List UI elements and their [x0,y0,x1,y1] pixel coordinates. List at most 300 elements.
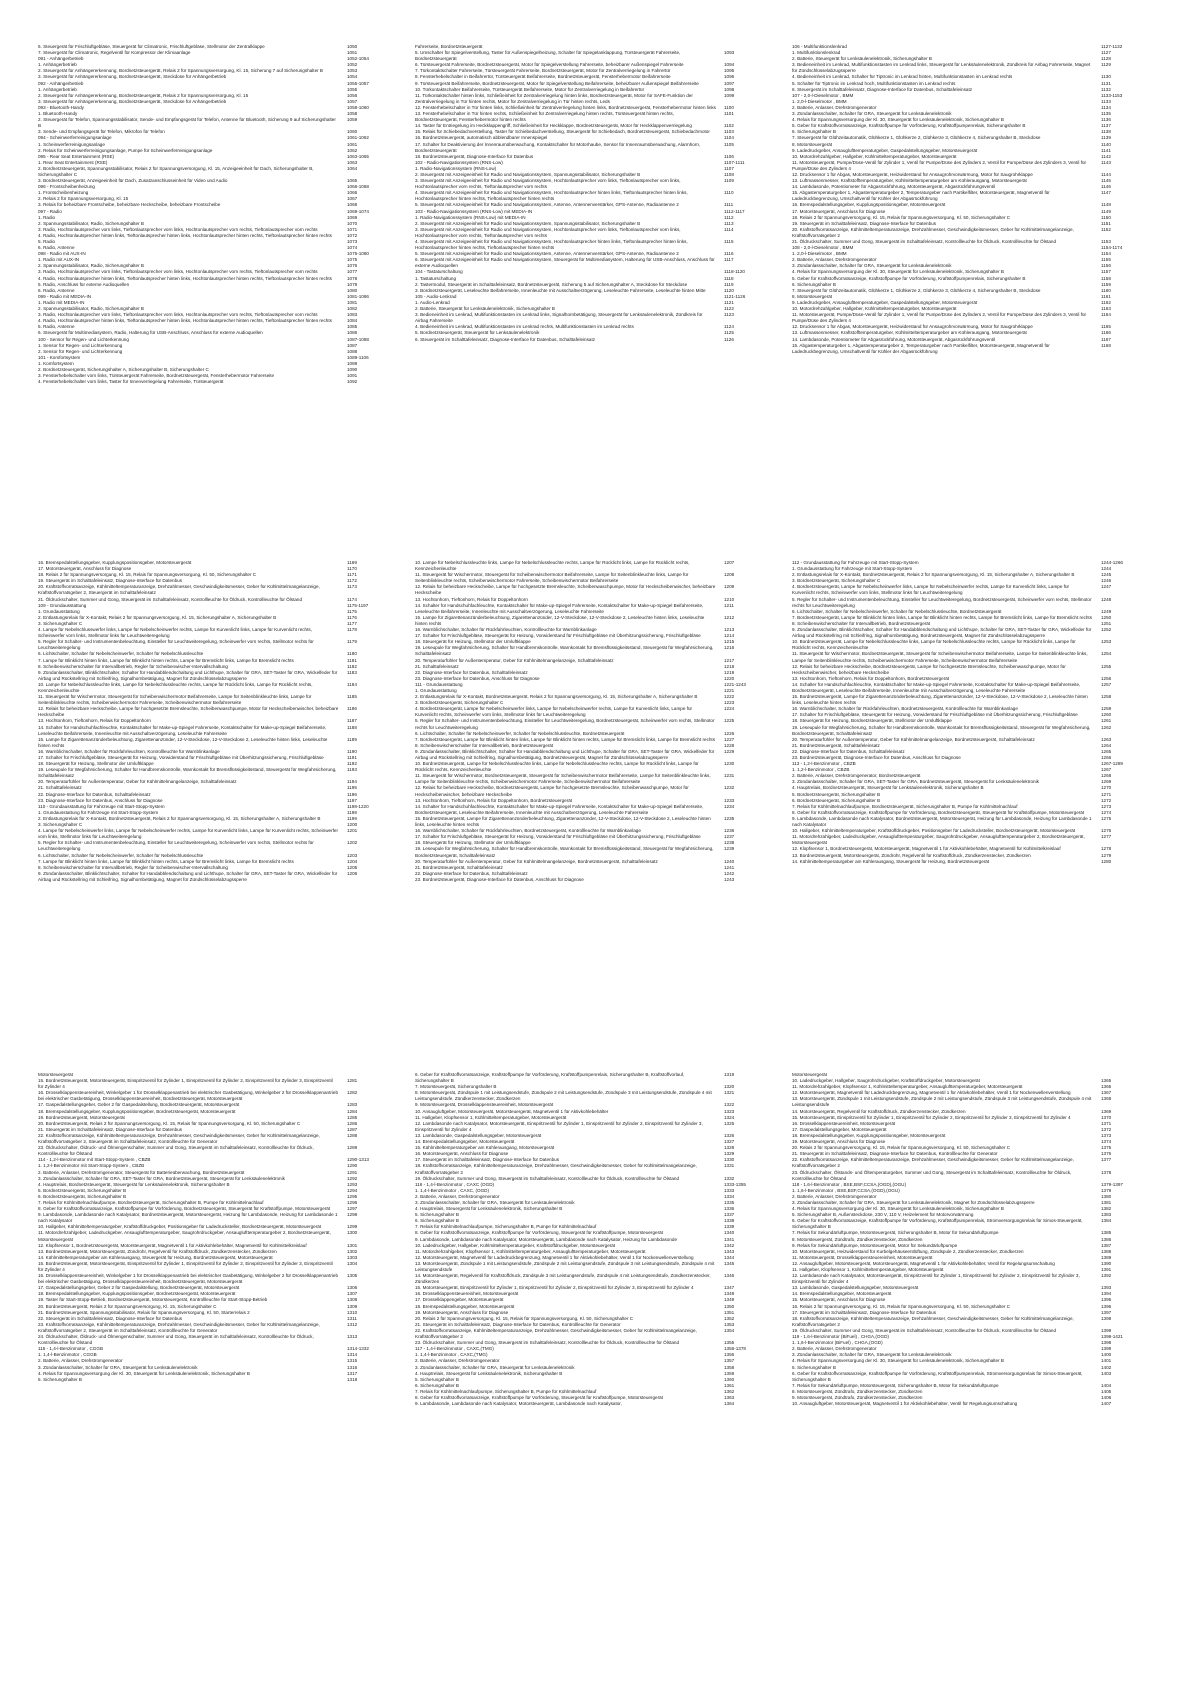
entry-title: 105 - Audio-Lenkrad [415,293,457,299]
entry-page-number: 1399 [1101,1327,1112,1333]
index-entry [792,627,1145,639]
index-entry [38,828,391,840]
entry-title: 11. Hallgeber, Klopfsensor 1, Kühlmitteltemperaturgeber, Motorsteuergerät [415,1114,567,1120]
entry-title: 6. Lichtschalter, Schalter für Nebelscheinwerfer, Schalter für Nebelschlussleuchte [38,651,204,657]
index-entry [792,62,1145,74]
entry-page-number: 1358 [724,1364,735,1370]
entry-page-number: 1192 [347,761,357,767]
entry-title: 6. Radio, Antenne [38,287,75,293]
entry-title: 7. Bordnetzsteuergerät, Lampe für Blinklicht hinten links, Lampe für Blinklicht hinten rechts, Lampe für Bremslicht links, Lampe für Bremslicht rechts [792,614,1093,620]
index-entry [792,694,1145,706]
index-column [415,560,768,883]
entry-title: 12. Relais für beheizbare Heckscheibe, Bordnetzsteuergerät, Lampe für hochgesetzte Bremsleuchte, Scheibenwaschpumpe, Motor für Heckscheibenwischer, beheizbare Heckscheibe [792,663,1066,675]
index-entry [415,804,768,816]
entry-page-number: 1287 [347,1126,358,1132]
entry-page-number: 1165 [1101,324,1111,330]
entry-page-number: 1061-1062 [347,135,369,141]
entry-page-number: 1066 [347,190,358,196]
entry-page-number: 1401 [1101,1358,1112,1364]
entry-page-number: 1398 [1101,1340,1112,1346]
index-entry [792,343,1145,355]
entry-title: 1. 1,4-l-Benzinmotor , CAXC, (OGD) [415,1187,490,1193]
entry-page-number: 1091 [347,373,358,379]
entry-page-number: 1131 [1101,80,1111,86]
entry-page-number: 1087 [347,342,358,348]
entry-page-number: 1254 [1101,651,1112,657]
entry-page-number: 1052 [347,62,358,68]
entry-page-number: 1183 [347,669,357,675]
entry-title: 2. Spannungsstabilisator, Radio, Sicherungshalter B [38,306,144,312]
entry-title: 1. Anhängerbetrieb [38,62,77,68]
entry-page-number: 1211 [724,602,734,608]
entry-title: 1. Tastaturschaltung [415,275,457,281]
entry-title: 13. Hochtonhorn, Tieftonhorn, Relais für Doppeltonhorn [38,718,151,724]
entry-page-number: 1368 [1101,1096,1112,1102]
entry-page-number: 1252 [1101,627,1112,633]
entry-page-number: 1101 [724,111,734,117]
entry-title: 3. Sicherungshalter C [38,620,83,626]
entry-page-number: 1322 [724,1102,735,1108]
entry-title: 23. Öldruckschalter, Summer und Gong, Steuergerät im Schalttafeleinsatz, Kontrollleuchte für Öldruck, Kontrollleuchte für Ölstand [415,1340,680,1346]
entry-page-number: 1064 [347,165,358,171]
entry-page-number: 1097 [724,80,735,86]
entry-title: 3. Steuergerät mit Anzeigeeinheit für Radio und Navigationssystem, Hochtonlautsprecher vorn links, Tieftonlautsprecher vorn links, Hochtonlautsprecher vorn rechts, Tieftonlautsprecher vorn rechts [415,178,681,190]
entry-title: 18. Relais 2 für Spannungsversorgung, Kl. 15, Relais für Spannungsversorgung, Kl. 50, Sicherungshalter C [792,214,1011,220]
entry-title: 13. Luftmassenmesser, Kraftstofftemperaturgeber, Kühlmitteltemperaturgeber am Kühlerausgang, Motorsteuergerät [792,178,1027,184]
entry-title: 098 - Radio mit AUX-IN [38,251,86,257]
entry-title: 2. Batterie, Anlasser, Drehstromgenerator, Bordnetzsteuergerät [792,773,921,779]
entry-page-number: 1216 [724,645,735,651]
entry-title: 23. Diagnose-Interface für Datenbus, Anschluss für Diagnose [38,797,163,803]
entry-title: 7. Lampe für Blinklicht hinten links, Lampe für Blinklicht hinten rechts, Lampe für Bremslicht links, Lampe für Bremslicht rechts [38,858,294,864]
entry-title: 3. Radio, Hochtonlautsprecher vorn links, Tieftonlautsprecher vorn links, Hochtonlautsprecher vorn rechts, Tieftonlautsprecher vorn rechts [38,226,318,232]
entry-page-number: 1265 [1101,748,1112,754]
entry-title: 093 - Bluetooth-Handy [38,104,84,110]
entry-title: 14. Lambdasonde, Potentiometer für Abgasrückführung, Motorsteuergerät, Abgasrückführungsventil [792,184,996,190]
entry-title: 9. Zündanlassschalter, Blinklichtschalter, Schalter für Handabblendschaltung und Lichthupe, Schalter für GRA, SET-Taster für GRA, Wickelfeder für Airbag und Rückstellring mit Schleifring, Signalhornbetätigung, Magnet für Zündschlüsselabzugssperre [38,870,338,882]
entry-title: 2. Spannungsstabilisator, Radio, Sicherungshalter B [38,220,144,226]
entry-page-number: 1364 [724,1401,735,1407]
index-entry [415,1261,768,1273]
entry-title: 108 - 2,0-l-Dieselmotor , BMM [792,245,854,251]
entry-title: 4. Relais für Spannungsversorgung der Kl. 30, Steuergerät für Lenksäulenelektronik, Sicherungshalter B [792,269,1004,275]
entry-title: 1. Radio-Navigationssystem (RNS-Low) mit MEDIA-IN [415,214,526,220]
entry-title: 7. Steuergerät für Glühzeitautomatik, Glühkerze 1, Glühkerze 2, Glühkerze 3, Glühkerze 4, Sicherungshalter B, Steckdose [792,135,1041,141]
entry-page-number: 1122 [724,306,734,312]
entry-title: 17. Schalter für Frischluftgebläse, Steuergerät für Heizung, Vorwiderstand für Frischluftgebläse mit Überhitzungssicherung, Frischluftgebläse [415,633,701,639]
entry-title: 10. Motorsteuergerät, Heizwiderstand für Kurbelgehäuseentlüftung, Zündspule 2, Zündkerzenstecker, Zündkerzen [792,1248,1024,1254]
entry-title: 15. Bordnetzsteuergerät, Motorsteuergerät, Einspritzventil für Zylinder 1, Einspritzventil für Zylinder 2, Einspritzventil für Zylinder 3, Einspritzventil für Zylinder 4 [38,1078,333,1090]
entry-title: 2. Steuergerät mit Anzeigeeinheit für Radio und Navigationssystem, Spannungsstabilisator, Sicherungshalter B [415,171,641,177]
entry-page-number: 1069 [347,214,358,220]
entry-title: 4. Relais für Spannungsversorgung der Kl. 30, Steuergerät für Lenksäulenelektronik, Sicherungshalter B [792,1358,1004,1364]
entry-title: 9. Zündanlassschalter, Blinklichtschalter, Schalter für Handabblendschaltung und Lichthupe, Schalter für GRA, SET-Taster für GRA, Wickelfeder für Airbag und Rückstellring mit Schleifring, Signalhornbetätigung, Bordnetzsteuergerät, Magnet für Zündschlüsselabzugssperre [792,627,1092,639]
entry-page-number: 1162 [1101,299,1111,305]
entry-title: 3. Steuergerät für Anhängererkennung, Bordnetzsteuergerät, Steckdose für Anhängerbetrieb [38,74,227,80]
entry-title: 1. 2,0-l-Dieselmotor , BMM [792,251,847,257]
index-entry [792,639,1145,651]
index-column [792,1072,1145,1407]
entry-page-number: 1381 [1101,1199,1112,1205]
entry-title: 6. Lichtschalter, Schalter für Nebelscheinwerfer, Schalter für Nebelschlussleuchte [38,852,204,858]
entry-page-number: 1209 [724,584,735,590]
entry-title: 6. Steuergerät im Schalttafeleinsatz, Diagnose-Interface für Datenbus, Schalttafeleinsatz [792,86,973,92]
entry-page-number: 1324 [724,1114,735,1120]
entry-title: 1. 1,4-l-Benzinmotor , CAXC,(TMG) [415,1352,488,1358]
entry-page-number: 1360 [724,1376,735,1382]
entry-title: 5. Sicherungshalter B [415,1212,459,1218]
entry-page-number: 1266 [1101,755,1112,760]
entry-title: 1. Komfortsystem [38,360,74,366]
entry-page-number: 1309 [347,1303,358,1309]
index-column [38,44,391,385]
index-column [415,44,768,385]
entry-title: 21. Öldruckschalter, Summer und Gong, Steuergerät im Schalttafeleinsatz, Kontrollleuchte für Öldruck, Kontrollleuchte für Ölstand [792,239,1057,244]
entry-title: 10. Hallgeber, Kühlmitteltemperaturgeber, Kraftstoffdruckgeber, Positionsgeber für Ladedrucksteller, Bordnetzsteuergerät, Motorsteuergerät [38,1224,322,1230]
entry-page-number: 1112-1117 [724,208,745,214]
entry-title: 3. Bedieneinheit im Lenkrad, Multifunktionstasten im Lenkrad links, Steuergerät für Lenksäulenelektronik, Zündkreis für Airbag Fahrerseite, Magnet für Zündschlüsselabzugssperre [792,62,1091,74]
entry-title: 14. Bremspedalstellungsgeber, Motorsteuergerät [792,1291,892,1297]
entry-page-number: 1313 [347,1334,358,1340]
entry-page-number: 1344 [724,1254,735,1260]
entry-title: 1. Grundausstattung [38,608,80,614]
entry-page-number: 1184 [347,681,357,687]
entry-page-number: 1284 [347,1108,358,1114]
entry-title: 6. Sicherungshalter B [415,1218,459,1224]
entry-page-number: 1078 [347,275,358,281]
entry-title: 8. Scheibenwischerschalter für Intervallbetrieb, Regler für Scheibenwischer-Intervallschaltung [38,663,228,669]
index-entry [415,603,768,615]
entry-page-number: 1163 [1101,306,1111,312]
entry-page-number: 1086 [347,330,358,336]
index-entry [792,312,1145,324]
entry-page-number: 1357 [724,1358,735,1364]
entry-page-number: 1348 [724,1291,735,1297]
entry-page-number: 1226 [724,730,735,736]
entry-page-number: 1201 [347,828,358,834]
entry-title: 3. Sende- und Empfangsgerät für Telefon, Mikrofon für Telefon [38,129,165,135]
entry-page-number: 1232 [724,785,735,791]
entry-title: 1. Radio mit MEDIA-IN [38,299,85,305]
index-entry [38,1261,391,1273]
entry-title: 16. Drosselklappensteuereinheit, Winkelgeber 1 für Drosselklappenantrieb bei elektrischer Gasbetätigung, Winkelgeber 2 für Drosselklappenantrieb bei elektrischer Gasbetätigung, Drosselklappensteuereinheit, Bordnetzsteuergerät, Motorsteuergerät [38,1090,339,1102]
entry-title: 3. Zündanlassschalter, Schalter für GRA, Steuergerät für Lenksäulenelektronik [415,1364,575,1370]
entry-title: 8. Motorsteuergerät [792,293,833,299]
entry-title: 18. Bremspedalstellungsgeber, Kupplungspositionsgeber, Bordnetzsteuergerät, Motorsteuergerät [38,1291,236,1297]
entry-page-number: 1380 [1101,1193,1112,1199]
entry-title: 11. Motordrehzahlgeber, Klopfsensor 1, Kühlmitteltemperaturgeber, Ansauglufttemperaturgeber, Motorsteuergerät [792,1084,1023,1090]
entry-page-number: 1095 [724,68,735,74]
entry-title: 1. 1,4-l-Benzinmotor , CGGB [38,1352,97,1358]
entry-title: 9. Zündanlassschalter, Blinklichtschalter, Schalter für Handabblendschaltung und Lichthupe, Schalter für GRA, SET-Taster für GRA, Wickelfeder für Airbag und Rückstellring mit Schleifring, Signalhornbetätigung, Bordnetzsteuergerät, Magnet für Zündschlüsselabzugssperre [415,748,715,760]
entry-page-number: 1088 [347,348,358,354]
entry-page-number: 1388 [1101,1248,1112,1254]
entry-title: 8. Scheibenwischerschalter für Intervallbetrieb, Regler für Scheibenwischer-Intervallschaltung [38,864,228,870]
entry-page-number: 1296 [347,1199,358,1205]
entry-page-number: 1188 [347,724,357,730]
entry-page-number: 1396 [1101,1303,1112,1309]
entry-title: 5. Umschalter für Spiegelverstellung, Taster für Außenspiegelheizung, Schalter für Spiegelanklappung, Türsteuergerät Fahrerseite, Bordnetzsteuergerät [415,50,681,62]
entry-page-number: 1115 [724,239,734,244]
entry-page-number: 1076 [347,263,358,269]
entry-page-number: 1224 [724,706,735,712]
entry-page-number: 1240 [724,858,735,864]
entry-page-number: 1225 [724,718,735,724]
entry-page-number: 1092 [347,379,358,385]
entry-title: 15. Motorsteuergerät, Einspritzventil für Zylinder 1, Einspritzventil für Zylinder 2, Einspritzventil für Zylinder 3, Einspritzventil für Zylinder 4 [792,1114,1071,1120]
entry-title: 2. Bordnetzsteuergerät, Sicherungshalter A, Sicherungshalter B, Sicherungshalter C [38,366,209,372]
entry-title: 21. Bordnetzsteuergerät, Schalttafeleinsatz [415,864,503,870]
entry-title: 6. Sicherungshalter B [792,129,836,135]
entry-page-number: 1253 [1101,639,1112,645]
entry-title: 11. Türkontaktschalter hinten links, Schließeinheit für Zentralverriegelung hinten links, Bordnetzsteuergerät, Motor für SAFE-Funktion der Zentralverriegelung in Tür hinten rechts, Motor für Zentralverriegelung in Tür hinten rechts, Leds [415,92,693,104]
entry-page-number: 1314 [347,1352,358,1358]
entry-page-number: 1326 [724,1132,735,1138]
entry-title: 112 - Grundausstattung für Fahrzeuge mit Start-Stopp-System [792,560,919,565]
entry-title: 20. Temperaturfühler für Außentemperatur, Geber für Kühlmittelmangelanzeige, Schalttafeleinsatz [38,779,237,785]
entry-title: 13. Motorsteuergerät, Zündspule 1 mit Leistungsendstufe, Zündspule 2 mit Leistungsendstufe, Zündspule 3 mit Leistungsendstufe, Zündspule 4 mit Leistungsendstufe [792,1096,1092,1108]
entry-title: 10. Hallgeber, Kühlmitteltemperaturgeber, Kraftstoffdruckgeber, Positionsgeber für Ladedrucksteller, Bordnetzsteuergerät, Motorsteuergerät [792,828,1076,834]
entry-page-number: 1362 [724,1388,735,1394]
entry-page-number: 1215 [724,639,735,645]
entry-title: 20. Temperaturfühler für Außentemperatur, Geber für Kühlmittelmangelanzeige, Bordnetzsteuergerät, Schalttafeleinsatz [792,736,1035,742]
entry-title: 17. Schalter für Frischluftgebläse, Steuergerät für Heizung, Vorwiderstand für Frischluftgebläse mit Überhitzungssicherung, Frischluftgebläse [415,834,701,840]
entry-title: 2. Sensor für Regen- und Lichterkennung [38,348,123,354]
entry-title: 10. Türkontaktschalter Beifahrerseite, Türsteuergerät Beifahrerseite, Motor für Zentralverriegelung in Beifahrertür [415,86,645,92]
entry-page-number: 1404 [1101,1382,1112,1388]
entry-title: 7. Relais für Sekundärluftpumpe, Motorsteuergerät, Sicherungshalter B, Motor für Sekundärluftpumpe [792,1230,999,1236]
entry-page-number: 1112 [724,214,734,220]
entry-page-number: 1051 [347,50,358,56]
entry-title: 2. Batterie, Steuergerät für Lenksäulenelektronik, Sicherungshalter B [792,56,932,62]
entry-page-number: 1107 [724,165,734,171]
entry-title: 16. Warnblichschalter, Schalter für Rückfahrleuchten, Bordnetzsteuergerät, Kontrollleuchte für Warnblinkanlage [792,706,1018,712]
entry-page-number: 1161 [1101,293,1111,299]
entry-page-number: 1221 [724,687,735,693]
entry-title: 4. Hauptrelais, Steuergerät für Lenksäulenelektronik, Sicherungshalter B [415,1370,563,1376]
entry-title: 3. Relais für beheizbare Frontscheibe, beheizbare Heckscheibe, beheizbare Frontscheibe [38,202,221,208]
entry-page-number: 1395 [1101,1297,1112,1303]
entry-page-number: 1118-1120 [724,269,745,275]
entry-title: 21. Steuergerät im Schalttafeleinsatz, Diagnose-Interface für Datenbus, Kontrollleuchte für Generator [792,1151,998,1157]
index-entry [38,1377,391,1383]
entry-title: 3. Bordnetzsteuergerät, Sicherungshalter C [415,700,504,706]
entry-page-number: 1144 [1101,171,1111,177]
entry-title: 19. Taster für Start-Stopp-Betrieb, Bordnetzsteuergerät, Motorsteuergerät, Kontrollleuchte für Start-Stopp-Betrieb [38,1297,268,1303]
entry-page-number: 1155 [1101,257,1111,263]
entry-page-number: 1321 [724,1090,735,1096]
entry-title: 13. Bordnetzsteuergerät, Motorsteuergerät, Zündrohr, Regelventil für Kraftstoffdruck, Zündkerzenstecker, Zündkerzen [38,1248,277,1254]
entry-title: 3. Zündanlassschalter, Schalter für GRA, Steuergerät für Lenksäulenelektronik [792,263,952,269]
entry-page-number: 1125 [724,330,734,336]
entry-page-number: 1208 [724,572,735,578]
entry-page-number: 1251 [1101,620,1112,626]
entry-page-number: 1407 [1101,1401,1112,1407]
entry-title: 22. Diagnose-Interface für Datenbus, Schalttafeleinsatz [415,870,528,876]
entry-page-number: 1153 [1101,239,1111,244]
entry-title: 1. Radio [38,214,56,220]
entry-page-number: 1369 [1101,1108,1112,1114]
index-entry [38,694,391,706]
entry-title: 4. Radio, Hochtonlautsprecher hinten links, Tieftonlautsprecher hinten links, Hochtonlautsprecher hinten rechts, Tieftonlautsprecher hinten rechts [38,232,332,238]
entry-title: 16. Motorsteuergerät, Anschluss für Diagnose [415,1151,509,1157]
entry-page-number: 1279 [1101,852,1112,858]
entry-title: 1. Audio-Lenkrad [415,299,450,305]
entry-title: 13. Fensterhebelschalter in Tür hinten rechts, Schließeinheit für Zentralverriegelung hinten rechts, Türsteuergerät hinten rechts, Bordnetzsteuergerät, Fensterhebermotor hinten rechts [415,111,675,123]
index-entry [38,379,391,385]
index-entry [415,572,768,584]
entry-title: 4. Fensterhebelschalter vorn links, Taster für Innenverriegelung Fahrerseite, Türsteuergerät [38,379,224,385]
entry-page-number: 1227 [724,736,735,742]
entry-title: 14. Motorsteuergerät, Regelventil für Kraftstoffdruck, Zündkerzenstecker, Zündkerzen [792,1108,966,1114]
entry-page-number: 1130 [1101,74,1111,80]
entry-page-number: 1242 [724,870,735,876]
entry-page-number: 1384 [1101,1218,1112,1224]
entry-page-number: 1363 [724,1394,735,1400]
entry-page-number: 1351 [724,1309,735,1315]
entry-page-number: 1356 [724,1352,735,1358]
entry-page-number: 1138 [1101,129,1111,135]
index-entry [38,627,391,639]
entry-page-number: 1393 [1101,1285,1112,1291]
entry-page-number: 1210 [724,596,735,602]
entry-page-number: 1149 [1101,208,1111,214]
index-entry [415,560,768,572]
entry-title: 106 - Multifunktionslenkrad [792,44,847,49]
entry-title: 10. Lampe für Nebelschlussleuchte links, Lampe für Nebelschlussleuchte rechts, Lampe für Rücklicht links, Lampe für Rücklicht rechts, Kennzeichenleuchte [38,681,313,693]
entry-title: 12. Motorsteuergerät, Magnetventil für Ladedruckbegrenzung, Magnetventil 1 für Aktivkohlebehälter, Ventil 1 für Nockenwellenverstellung [415,1254,694,1260]
entry-page-number: 1079 [347,281,358,287]
entry-title: 1. Frontscheibenheizung [38,190,89,196]
entry-page-number: 1087-1088 [347,336,369,342]
entry-page-number: 1327 [724,1139,735,1145]
entry-title: 15. Motorsteuergerät, Einspritzventil für Zylinder 1, Einspritzventil für Zylinder 2, Einspritzventil für Zylinder 3, Einspritzventil für Zylinder 4 [415,1285,694,1291]
entry-page-number: 1124 [724,324,734,330]
entry-page-number: 1147 [1101,190,1111,196]
index-entry [38,725,391,737]
entry-page-number: 1069-1074 [347,208,369,214]
entry-title: 097 - Radio [38,208,62,214]
entry-title: 113 - 1,2-l-Benzinmotor , CBZB [792,761,856,767]
entry-page-number: 1166 [1101,330,1111,336]
entry-page-number: 1140 [1101,141,1111,147]
entry-title: 2. Entlastungsrelais für X-Kontakt, Bordnetzsteuergerät, Relais 2 für Spannungsversorgung, Kl. 15, Sicherungshalter A, Sicherungshalter B [38,815,321,821]
entry-page-number: 1190 [347,748,357,754]
index-column [792,560,1145,883]
entry-title: 16. Warnblichschalter, Schalter für Rückfahrleuchten, Kontrollleuchte für Warnblinkanlage [38,748,220,754]
entry-page-number: 1286 [347,1120,358,1126]
entry-page-number: 1058 [347,111,358,117]
entry-title: 5. Regler für Schalter- und Instrumentenbeleuchtung, Einsteller für Leuchtweiteregelung, Bordnetzsteuergerät, Scheinwerfer vorn rechts, Stellmotor rechts für Leuchtweiteregelung [415,718,715,730]
index-entry [415,50,768,62]
entry-title: 6. Geber für Kraftstoffvorratsanzeige, Kraftstoffpumpe für Vorförderung, Kraftstoffpumpenrelais, Stromversorgungsrelais für Simos-Steuergerät, Sicherungshalter B [792,1370,1083,1382]
entry-title: 3. Bordnetzsteuergerät, Leseleuchte Beifahrerseite, Innenleuchte mit Ausschaltverzögerung, Leseleuchte Fahrerseite, Leseleuchte hinten Mitte [415,287,706,293]
entry-title: 13. Motorsteuergerät, Zündspule 1 mit Leistungsendstufe, Zündspule 2 mit Leistungsendstufe, Zündspule 3 mit Leistungsendstufe, Zündspule 4 mit Leistungsendstufe [415,1260,715,1272]
index-entry [792,190,1145,202]
entry-title: 18. Bremspedalstellungsgeber, Kupplungspositionsgeber, Bordnetzsteuergerät, Motorsteuergerät [38,1108,236,1114]
entry-page-number: 1298 [347,1212,358,1218]
entry-page-number: 1302 [347,1248,358,1254]
entry-title: 21. Schalttafeleinsatz [38,785,82,791]
entry-page-number: 1239 [724,846,735,852]
entry-title: 8. Geber für Kraftstoffvorratsanzeige, Kraftstoffpumpe für Vorförderung, Bordnetzsteuergerät, Steuergerät für Kraftstoffpumpe, Motorsteuergerät [38,1206,331,1212]
entry-page-number: 1080 [347,287,358,293]
entry-page-number: 1110 [724,190,734,196]
entry-page-number: 1169 [347,560,357,565]
entry-page-number: 1398-1421 [1101,1334,1123,1340]
entry-title: 21. Bordnetzsteuergerät, Spannungsstabilisator, Relais für Spannungsversorgung, Kl. 50, Starterrelais 2 [38,1309,250,1315]
index-entry [38,706,391,718]
entry-title: 7. Relais für Kühlmittelnachlaufpumpe, Sicherungshalter B, Pumpe für Kühlmittelnachlauf [415,1224,597,1230]
entry-title: Motorsteuergerät [38,1072,73,1077]
entry-title: 110 - Grundausstattung für Fahrzeuge mit Start-Stopp-System [38,803,165,809]
entry-title: 109 - Grundausstattung [38,602,87,608]
entry-title: 17. Schalter für Frischluftgebläse, Steuergerät für Heizung, Vorwiderstand für Frischluftgebläse mit Überhitzungssicherung, Frischluftgebläse [792,712,1078,718]
entry-page-number: 1066-1068 [347,184,369,190]
entry-title: 2. Batterie, Anlasser, Drehstromgenerator [415,1193,500,1199]
entry-page-number: 1329 [724,1151,735,1157]
entry-title: 20. Bordnetzsteuergerät, Relais 2 für Spannungsversorgung, Kl. 15, Sicherungshalter C [38,1303,217,1309]
index-entry [415,846,768,858]
entry-page-number: 1299 [347,1224,358,1230]
index-entry [38,1273,391,1285]
entry-title: 12. Lambdasonde nach Katalysator, Motorsteuergerät, Einspritzventil für Zylinder 1, Einspritzventil für Zylinder 2, Einspritzventil für Zylinder 3, Einspritzventil für Zylinder 4 [792,1273,1080,1285]
entry-page-number: 1203 [347,852,358,858]
index-entry [415,761,768,773]
entry-title: 2. Batterie, Anlasser, Drehstromgenerator [792,257,877,263]
entry-title: 4. Lampe für Nebelscheinwerfer links, Lampe für Nebelscheinwerfer rechts, Lampe für Kurvenlicht links, Lampe für Kurvenlicht rechts, Scheinwerfer vorn links, Stellmotor links für Leuchtweiteregelung [38,828,339,840]
entry-title: 12. Relais für beheizbare Heckscheibe, Lampe für hochgesetzte Bremsleuchte, Scheibenwaschpumpe, Motor für Heckscheibenwischer, beheizbare Heckscheibe [38,706,339,718]
entry-title: 2. Steuergerät für Anhängererkennung, Bordnetzsteuergerät, Relais 2 für Spannungsversorgung, Kl. 15 [38,92,249,98]
entry-title: 3. Sicherungshalter C [38,822,83,828]
entry-title: 11. Motorsteuergerät, Drosselklappensteuereinheit, Motorsteuergerät [792,1254,933,1260]
entry-page-number: 1154-1174 [1101,245,1123,251]
index-entry [415,816,768,828]
entry-page-number: 1151 [1101,220,1111,226]
entry-title: 9. Relais für Sekundärluftpumpe, Motorsteuergerät, Motor für Sekundärluftpumpe [792,1242,958,1248]
entry-page-number: 1259 [1101,706,1112,712]
entry-page-number: 1189 [347,736,357,742]
entry-title: 8. Scheibenwischerschalter für Intervallbetrieb, Bordnetzsteuergerät [415,742,554,748]
index-column [415,1072,768,1407]
entry-title: 23. Kraftstoffvorratsanzeige, Kühlmitteltemperaturanzeige, Drehzahlmesser, Geschwindigkeitsmesser, Geber für Kühlmittelmangelanzeige, Kraftstoffvorratsgeber 2, Steuergerät im Schalttafeleinsatz, Kontrollleuchte für Generator [38,1321,320,1333]
entry-title: 18. Kraftstoffvorratsanzeige, Kühlmitteltemperaturanzeige, Drehzahlmesser, Geschwindigkeitsmesser, Geber für Kühlmittelmangelanzeige, Kraftstoffvorratsgeber 2 [792,1315,1074,1327]
entry-title: 8. Geber für Kraftstoffvorratsanzeige, Kraftstoffpumpe für Vorförderung, Steuergerät für Kraftstoffpumpe, Motorsteuergerät [415,1230,663,1236]
entry-title: 4. Radio, Hochtonlautsprecher hinten links, Tieftonlautsprecher hinten links, Hochtonlautsprecher hinten rechts, Tieftonlautsprecher hinten rechts [38,318,332,324]
entry-page-number: 1075 [347,257,358,263]
entry-title: 6. Bordnetzsteuergerät, Sicherungshalter B [38,1193,127,1199]
entry-title: 12. Fensterhebelschalter in Tür hinten links, Schließeinheit für Zentralverriegelung hinten links, Bordnetzsteuergerät, Fensterhebermotor hinten links [415,104,716,110]
entry-title: 15. Abgastemperaturgeber 1, Abgastemperaturgeber 2, Temperaturgeber nach Partikelfilter, Motorsteuergerät, Magnetventil für Ladedruckbegrenzung, Umschaltventil für Kühler der Abgasrückführung [792,190,1050,202]
entry-page-number: 1244 [1101,566,1112,572]
entry-page-number: 1308 [347,1297,358,1303]
entry-page-number: 1195 [347,785,357,791]
entry-page-number: 1234 [724,803,735,809]
entry-title: 15. Lampe für Zigarettenanzünderbeleuchtung, Zigarettenanzünder, 12-V-Steckdose, 12-V-Steckdose 2, Leseleuchte hinten links, Leseleuchte hinten rechts [415,614,705,626]
entry-title: 5. Radio, Anschluss für externe Audioquellen [38,281,130,287]
entry-title: 7. Relais für Kühlmittelnachlaufpumpe, Bordnetzsteuergerät, Sicherungshalter B, Pumpe für Kühlmittelnachlauf [792,803,1018,809]
entry-title: 10. Bordnetzsteuergerät, Lampe für Nebelschlussleuchte links, Lampe für Nebelschlussleuchte rechts, Lampe für Rücklicht links, Lampe für Rücklicht rechts, Kennzeichenleuchte [792,639,1076,651]
entry-title: 16. Warnblichschalter, Schalter für Rückfahrleuchten, Kontrollleuchte für Warnblinkanlage [415,627,597,633]
entry-page-number: 1343 [724,1248,735,1254]
entry-page-number: 1191 [347,755,357,760]
entry-page-number: 1099 [724,92,735,98]
index-entry [415,773,768,785]
index-entry [38,840,391,852]
entry-title: Fahrerseite, Bordnetzsteuergerät [415,44,483,49]
entry-page-number: 1141 [1101,147,1111,153]
index-entry [415,718,768,730]
